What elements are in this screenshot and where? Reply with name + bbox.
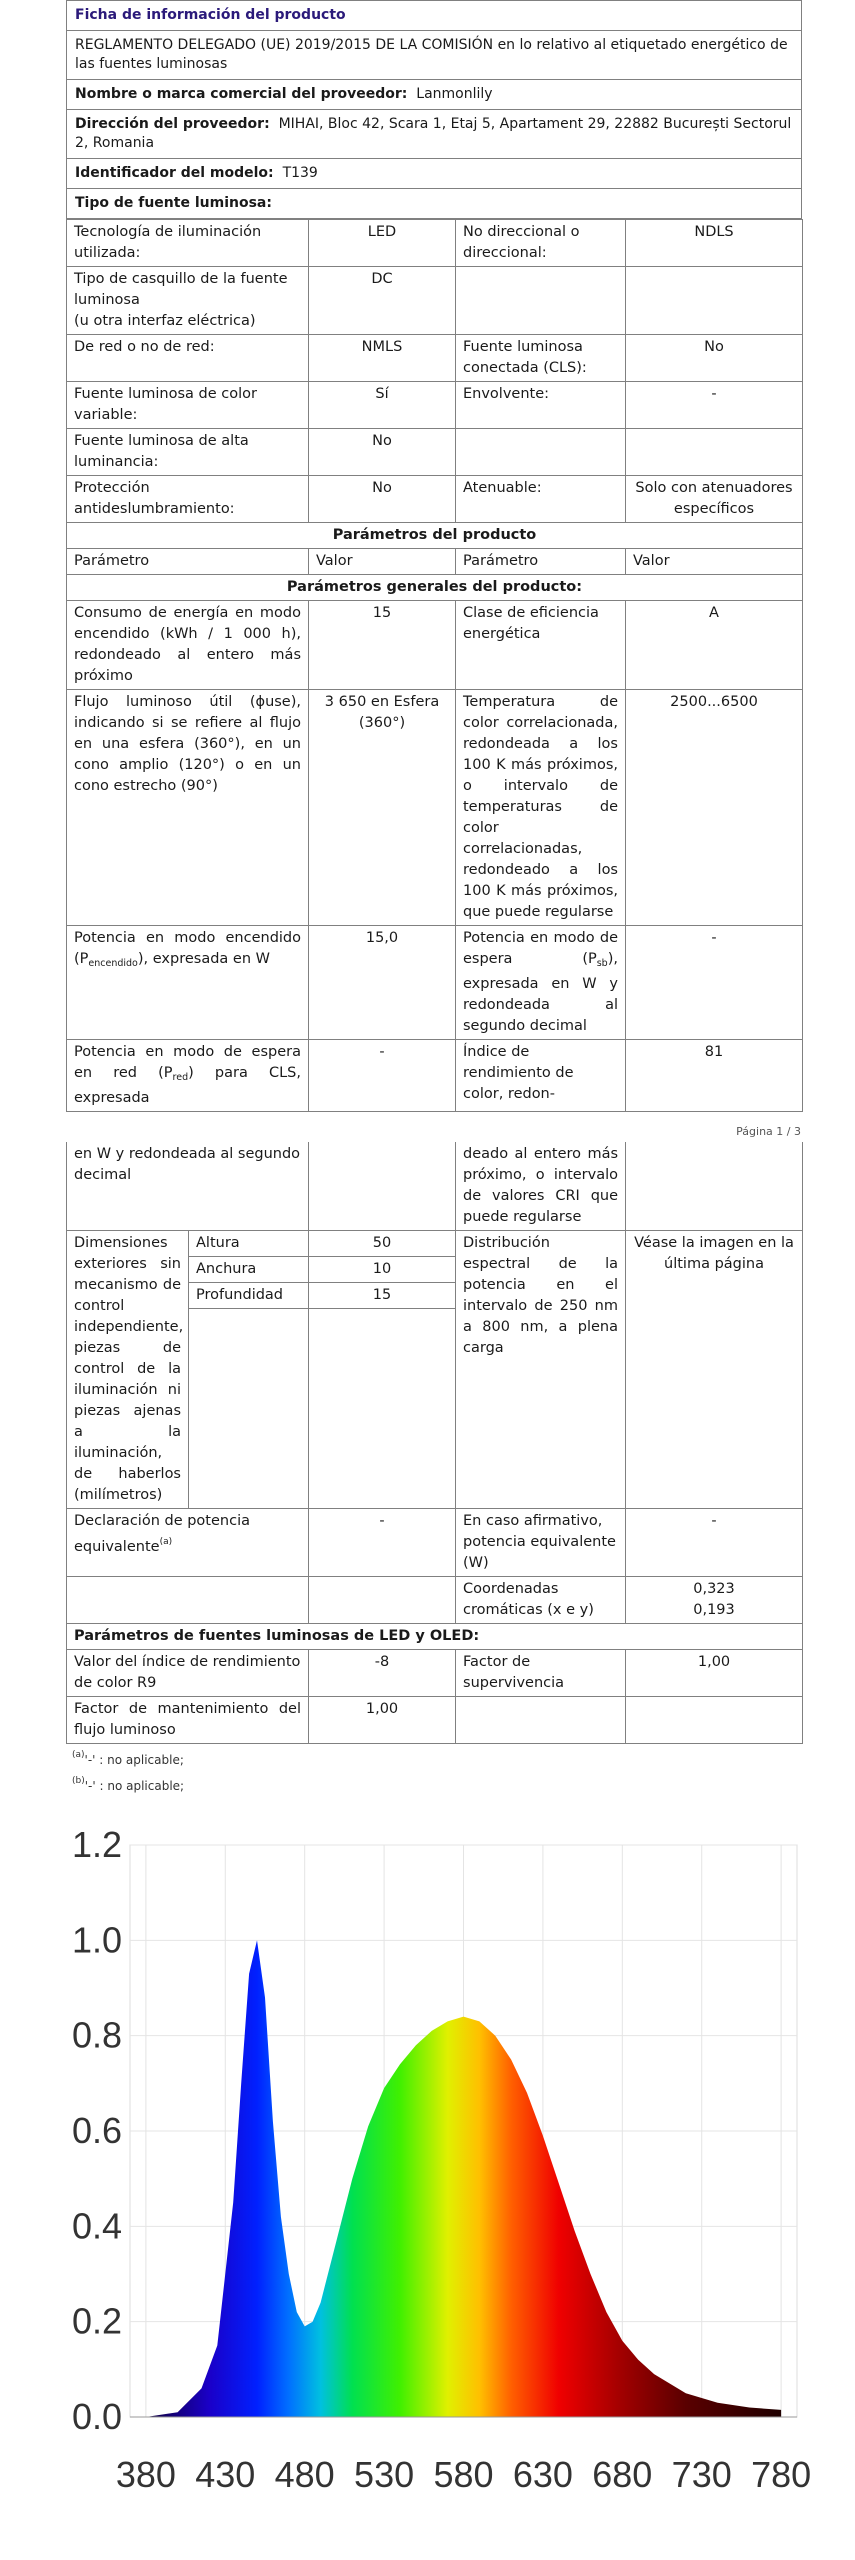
tech-value: LED [309,220,456,267]
envelope-value: - [626,382,803,429]
depth-value: 15 [309,1283,456,1309]
col-param: Parámetro [67,549,309,575]
standby-power-label: Potencia en modo de espera $(P_{sb})$, expresada en W y redondeada al segundo decimal [456,926,626,1040]
light-source-type-title: Tipo de fuente luminosa: [67,189,801,219]
maintenance-label: Factor de mantenimiento del flujo luminoso [67,1697,309,1744]
glare-label: Protección antideslumbramiento: [67,476,309,523]
general-title: Parámetros generales del producto: [67,575,803,601]
tech-label: Tecnología de iluminación utilizada: [67,220,309,267]
table-row [67,429,803,476]
spectrum-svg [62,1805,817,2545]
on-mode-power-value: 15,0 [309,926,456,1040]
equiv-value: - [309,1509,456,1577]
class-value: A [626,601,803,690]
col-param-2: Parámetro [456,549,626,575]
product-table-page1 [66,219,803,1112]
led-title: Parámetros de fuentes luminosas de LED y OLED: [67,1624,803,1650]
table-row [67,382,803,429]
height-label: Altura [189,1231,309,1257]
standby-power-value: - [626,926,803,1040]
cct-label: Temperatura de color correlacionada, redondeada a los 100 K más próximos, o intervalo de temperaturas de color correlacionadas, redondeado a los 100 K más próximos, que puede regularse [456,690,626,926]
general-title-row [67,575,803,601]
table-row [67,335,803,382]
x-tick-label: 680 [592,2454,653,2495]
header-block [66,0,802,219]
y-tick-label: 1.0 [71,1919,122,1961]
page-title: Ficha de información del producto [67,1,801,31]
model-row [67,159,801,189]
regulation-text: REGLAMENTO DELEGADO (UE) 2019/2015 DE LA COMISIÓN en lo relativo al etiquetado energético de las fuentes luminosas [67,31,801,80]
y-tick-label: 0.0 [71,2396,122,2437]
footnote-a: $^{(a)}$'-' : no aplicable; [72,1750,184,1767]
cls-label: Fuente luminosa conectada (CLS): [456,335,626,382]
table-row [67,1650,803,1697]
r9-value: -8 [309,1650,456,1697]
supplier-value: Lanmonlily [416,86,493,102]
table-row [67,1509,803,1577]
footnote-b: $^{(b)}$'-' : no aplicable; [72,1776,185,1793]
height-value: 50 [309,1231,456,1257]
envelope-label: Envolvente: [456,382,626,429]
flux-label: Flujo luminoso útil (ɸuse), indicando si se refiere al flujo en una esfera (360°), en un cono amplio (120°) o en un cono estrecho (90°) [67,690,309,926]
spd-value: Véase la imagen en la última página [626,1231,803,1509]
col-value-2: Valor [626,549,803,575]
equiv-label: Declaración de potencia equivalente$^{(a)}$ [67,1509,309,1577]
y-tick-label: 1.2 [71,1824,122,1865]
energy-label: Consumo de energía en modo encendido (kWh / 1 000 h), redondeado al entero más próximo [67,601,309,690]
mains-value: NMLS [309,335,456,382]
table-row [67,1231,803,1257]
high-luminance-label: Fuente luminosa de alta luminancia: [67,429,309,476]
y-tick-label: 0.4 [71,2205,122,2247]
column-header-row [67,549,803,575]
dimensions-label: Dimensiones exteriores sin mecanismo de control independiente, piezas de control de la iluminación ni piezas ajenas a la iluminación, de haberlos (milímetros) [67,1231,189,1509]
chroma-y: 0,193 [693,1602,735,1618]
equiv-yes-value: - [626,1509,803,1577]
chroma-x: 0,323 [693,1581,735,1597]
supplier-label: Nombre o marca comercial del proveedor: [75,86,408,102]
table-row [67,1697,803,1744]
width-value: 10 [309,1257,456,1283]
params-title: Parámetros del producto [67,523,803,549]
on-mode-power-label: Potencia en modo encendido $(P_{encendido})$, expresada en W [67,926,309,1040]
table-row [67,267,803,335]
r9-label: Valor del índice de rendimiento de color R9 [67,1650,309,1697]
nondir-label: No direccional o direccional: [456,220,626,267]
y-tick-label: 0.6 [71,2110,122,2151]
colour-label: Fuente luminosa de color variable: [67,382,309,429]
col-value: Valor [309,549,456,575]
led-title-row [67,1624,803,1650]
cri-value: 81 [626,1040,803,1112]
table-row [67,1577,803,1624]
x-tick-label: 430 [195,2454,256,2495]
cct-value: 2500...6500 [626,690,803,926]
page-1 [66,0,802,1112]
supplier-row [67,80,801,110]
x-tick-label: 730 [671,2454,732,2495]
nondir-value: NDLS [626,220,803,267]
table-row [67,601,803,690]
glare-value: No [309,476,456,523]
dimmable-label: Atenuable: [456,476,626,523]
y-tick-label: 0.8 [71,2014,122,2056]
table-row [67,690,803,926]
network-standby-label: Potencia en modo de espera en red $(P_{red})$ para CLS, expresada [67,1040,309,1112]
mains-label: De red o no de red: [67,335,309,382]
params-title-row [67,523,803,549]
width-label: Anchura [189,1257,309,1283]
high-luminance-value: No [309,429,456,476]
table-row [67,926,803,1040]
flux-value: 3 650 en Esfera (360°) [309,690,456,926]
depth-label: Profundidad [189,1283,309,1309]
table-row [67,220,803,267]
page-2 [66,1142,802,1796]
spectrum-chart [62,1805,817,2545]
cri-label: Índice de rendimiento de color, redon- [456,1040,626,1112]
x-tick-label: 780 [751,2454,812,2495]
page-number: Página 1 / 3 [736,1125,801,1138]
cap-label: Tipo de casquillo de la fuente luminosa (u otra interfaz eléctrica) [67,267,309,335]
chroma-label: Coordenadas cromáticas (x e y) [456,1577,626,1624]
survival-value: 1,00 [626,1650,803,1697]
x-tick-label: 530 [354,2454,415,2495]
energy-value: 15 [309,601,456,690]
table-row [67,1142,803,1231]
y-tick-label: 0.2 [71,2300,122,2342]
address-label: Dirección del proveedor: [75,116,270,132]
model-label: Identificador del modelo: [75,165,274,181]
dimmable-value: Solo con atenuadores específicos [626,476,803,523]
network-standby-label-cont: en W y redondeada al segundo decimal [67,1142,309,1231]
chroma-value [626,1577,803,1624]
table-row [67,1040,803,1112]
maintenance-value: 1,00 [309,1697,456,1744]
x-tick-label: 630 [512,2454,573,2495]
class-label: Clase de eficiencia energética [456,601,626,690]
model-value: T139 [282,165,318,181]
product-table-page2 [66,1142,803,1744]
table-row [67,476,803,523]
survival-label: Factor de supervivencia [456,1650,626,1697]
x-tick-label: 380 [115,2454,176,2495]
cls-value: No [626,335,803,382]
address-row [67,110,801,159]
x-tick-label: 580 [433,2454,494,2495]
spd-label: Distribución espectral de la potencia en el intervalo de 250 nm a 800 nm, a plena carga [456,1231,626,1509]
x-tick-label: 480 [274,2454,335,2495]
colour-value: Sí [309,382,456,429]
network-standby-value: - [309,1040,456,1112]
equiv-yes-label: En caso afirmativo, potencia equivalente (W) [456,1509,626,1577]
address-value: MIHAI, Bloc 42, Scara 1, Etaj 5, Apartament 29, 22882 București Sectorul 2, Romania [75,116,792,151]
cap-value: DC [309,267,456,335]
cri-label-cont: deado al entero más próximo, o intervalo de valores CRI que puede regularse [456,1142,626,1231]
